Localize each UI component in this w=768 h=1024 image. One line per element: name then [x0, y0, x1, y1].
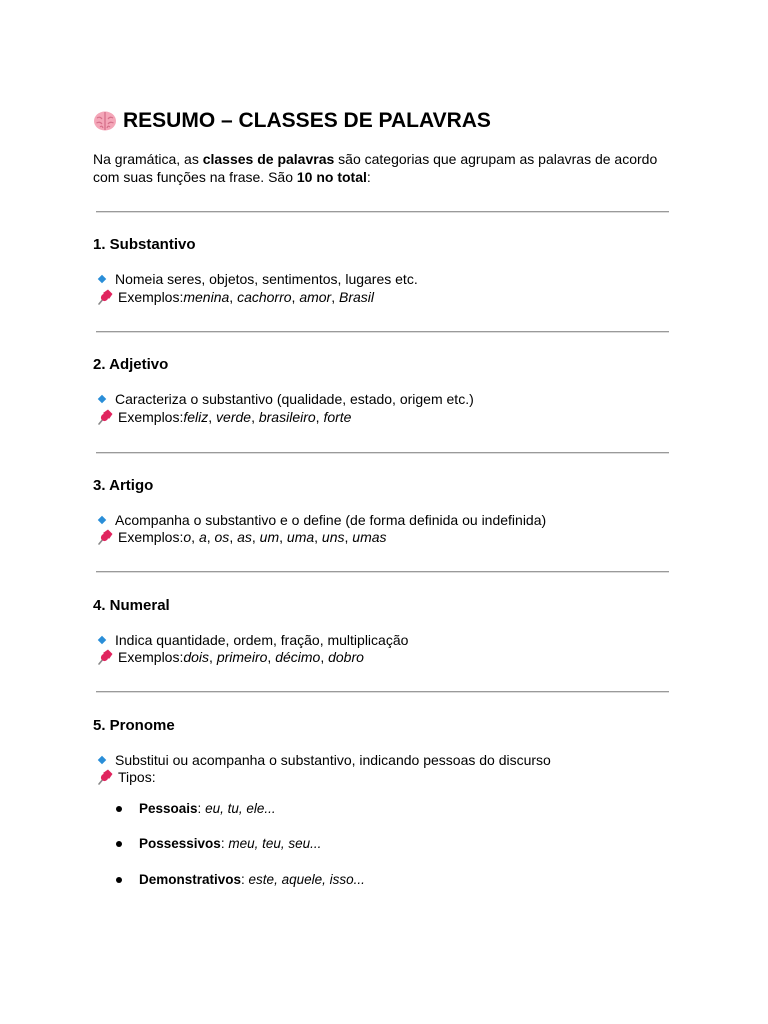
example-word: Brasil: [339, 289, 375, 305]
pushpin-icon: [96, 288, 114, 306]
example-word: umas: [352, 529, 387, 545]
examples-label: Exemplos:: [118, 529, 184, 545]
page-title: [93, 109, 491, 133]
examples-label: Exemplos:: [118, 649, 184, 665]
black-dot-icon: [116, 806, 122, 812]
list-separator: ,: [229, 289, 238, 305]
example-word: um: [259, 529, 280, 545]
description-text: Nomeia seres, objetos, sentimentos, lugares etc.: [115, 271, 418, 287]
example-word: o: [183, 529, 192, 545]
description-text: Caracteriza o substantivo (qualidade, estado, origem etc.): [115, 391, 474, 407]
example-word: dobro: [328, 649, 364, 665]
pushpin-icon: [96, 648, 114, 666]
section-title-numeral: 4. Numeral: [93, 597, 170, 614]
description-text: Substitui ou acompanha o substantivo, indicando pessoas do discurso: [115, 752, 551, 768]
intro-text: Na gramática, as: [93, 151, 203, 167]
intro-text: :: [366, 169, 371, 185]
list-separator: ,: [279, 529, 287, 545]
type-separator: :: [197, 801, 206, 816]
section-divider: [96, 331, 669, 333]
small-blue-diamond-icon: [98, 275, 106, 283]
black-dot-icon: [116, 841, 122, 847]
small-blue-diamond-icon: [98, 636, 106, 644]
list-separator: ,: [315, 409, 324, 425]
example-word: décimo: [275, 649, 321, 665]
list-separator: ,: [209, 649, 217, 665]
section-description: [96, 751, 551, 769]
pushpin-icon: [96, 768, 114, 786]
section-divider: [96, 452, 669, 454]
pushpin-icon: [96, 408, 114, 426]
black-dot-icon: [116, 877, 122, 883]
list-separator: ,: [267, 649, 276, 665]
example-word: brasileiro: [258, 409, 316, 425]
list-separator: ,: [251, 529, 260, 545]
type-examples: meu, teu, seu...: [228, 836, 322, 851]
list-item: [116, 801, 276, 816]
section-title-artigo: 3. Artigo: [93, 477, 154, 494]
section-description: [96, 390, 474, 408]
type-name: Pessoais: [139, 801, 198, 816]
types-label: Tipos:: [118, 769, 156, 785]
type-name: Possessivos: [139, 836, 221, 851]
list-separator: ,: [331, 289, 339, 305]
intro-paragraph: [93, 150, 683, 186]
example-word: cachorro: [237, 289, 292, 305]
small-blue-diamond-icon: [98, 395, 106, 403]
example-word: amor: [299, 289, 332, 305]
intro-bold-count: 10 no total: [296, 169, 367, 185]
intro-text: são categorias que agrupam as palavras de acordo com suas funções na frase. São: [93, 151, 658, 185]
small-blue-diamond-icon: [98, 756, 106, 764]
section-description: [96, 511, 546, 529]
list-separator: ,: [206, 529, 215, 545]
example-word: menina: [183, 289, 230, 305]
brain-icon: [93, 110, 117, 132]
list-separator: ,: [208, 409, 217, 425]
example-word: as: [237, 529, 252, 545]
section-divider: [96, 571, 669, 573]
section-description: [96, 270, 418, 288]
example-word: dois: [183, 649, 210, 665]
section-types-heading: [96, 768, 156, 786]
pushpin-icon: [96, 528, 114, 546]
list-separator: ,: [191, 529, 199, 545]
example-word: forte: [323, 409, 352, 425]
description-text: Indica quantidade, ordem, fração, multiplicação: [115, 632, 409, 648]
example-word: uma: [286, 529, 315, 545]
section-examples: [96, 408, 351, 426]
type-examples: este, aquele, isso...: [248, 872, 365, 887]
type-name: Demonstrativos: [139, 872, 242, 887]
example-word: verde: [216, 409, 252, 425]
list-separator: ,: [251, 409, 259, 425]
type-examples: eu, tu, ele...: [205, 801, 276, 816]
example-word: feliz: [183, 409, 209, 425]
examples-label: Exemplos:: [118, 409, 184, 425]
type-separator: :: [220, 836, 229, 851]
list-separator: ,: [229, 529, 238, 545]
examples-label: Exemplos:: [118, 289, 184, 305]
section-title-adjetivo: 2. Adjetivo: [93, 356, 169, 373]
example-word: primeiro: [216, 649, 268, 665]
section-description: [96, 631, 408, 649]
section-examples: [96, 288, 374, 306]
list-item: [116, 836, 321, 851]
section-title-substantivo: 1. Substantivo: [93, 236, 196, 253]
intro-bold-term: classes de palavras: [202, 151, 335, 167]
section-examples: [96, 528, 387, 546]
list-item: [116, 872, 365, 887]
example-word: uns: [321, 529, 345, 545]
list-separator: ,: [291, 289, 300, 305]
list-separator: ,: [320, 649, 329, 665]
example-word: a: [198, 529, 207, 545]
section-divider: [96, 691, 669, 693]
description-text: Acompanha o substantivo e o define (de forma definida ou indefinida): [115, 512, 547, 528]
small-blue-diamond-icon: [98, 516, 106, 524]
section-divider: [96, 211, 669, 213]
page-title-text: RESUMO – CLASSES DE PALAVRAS: [123, 109, 491, 132]
list-separator: ,: [344, 529, 353, 545]
example-word: os: [214, 529, 230, 545]
type-separator: :: [241, 872, 249, 887]
list-separator: ,: [314, 529, 322, 545]
section-title-pronome: 5. Pronome: [93, 717, 175, 734]
section-examples: [96, 648, 364, 666]
